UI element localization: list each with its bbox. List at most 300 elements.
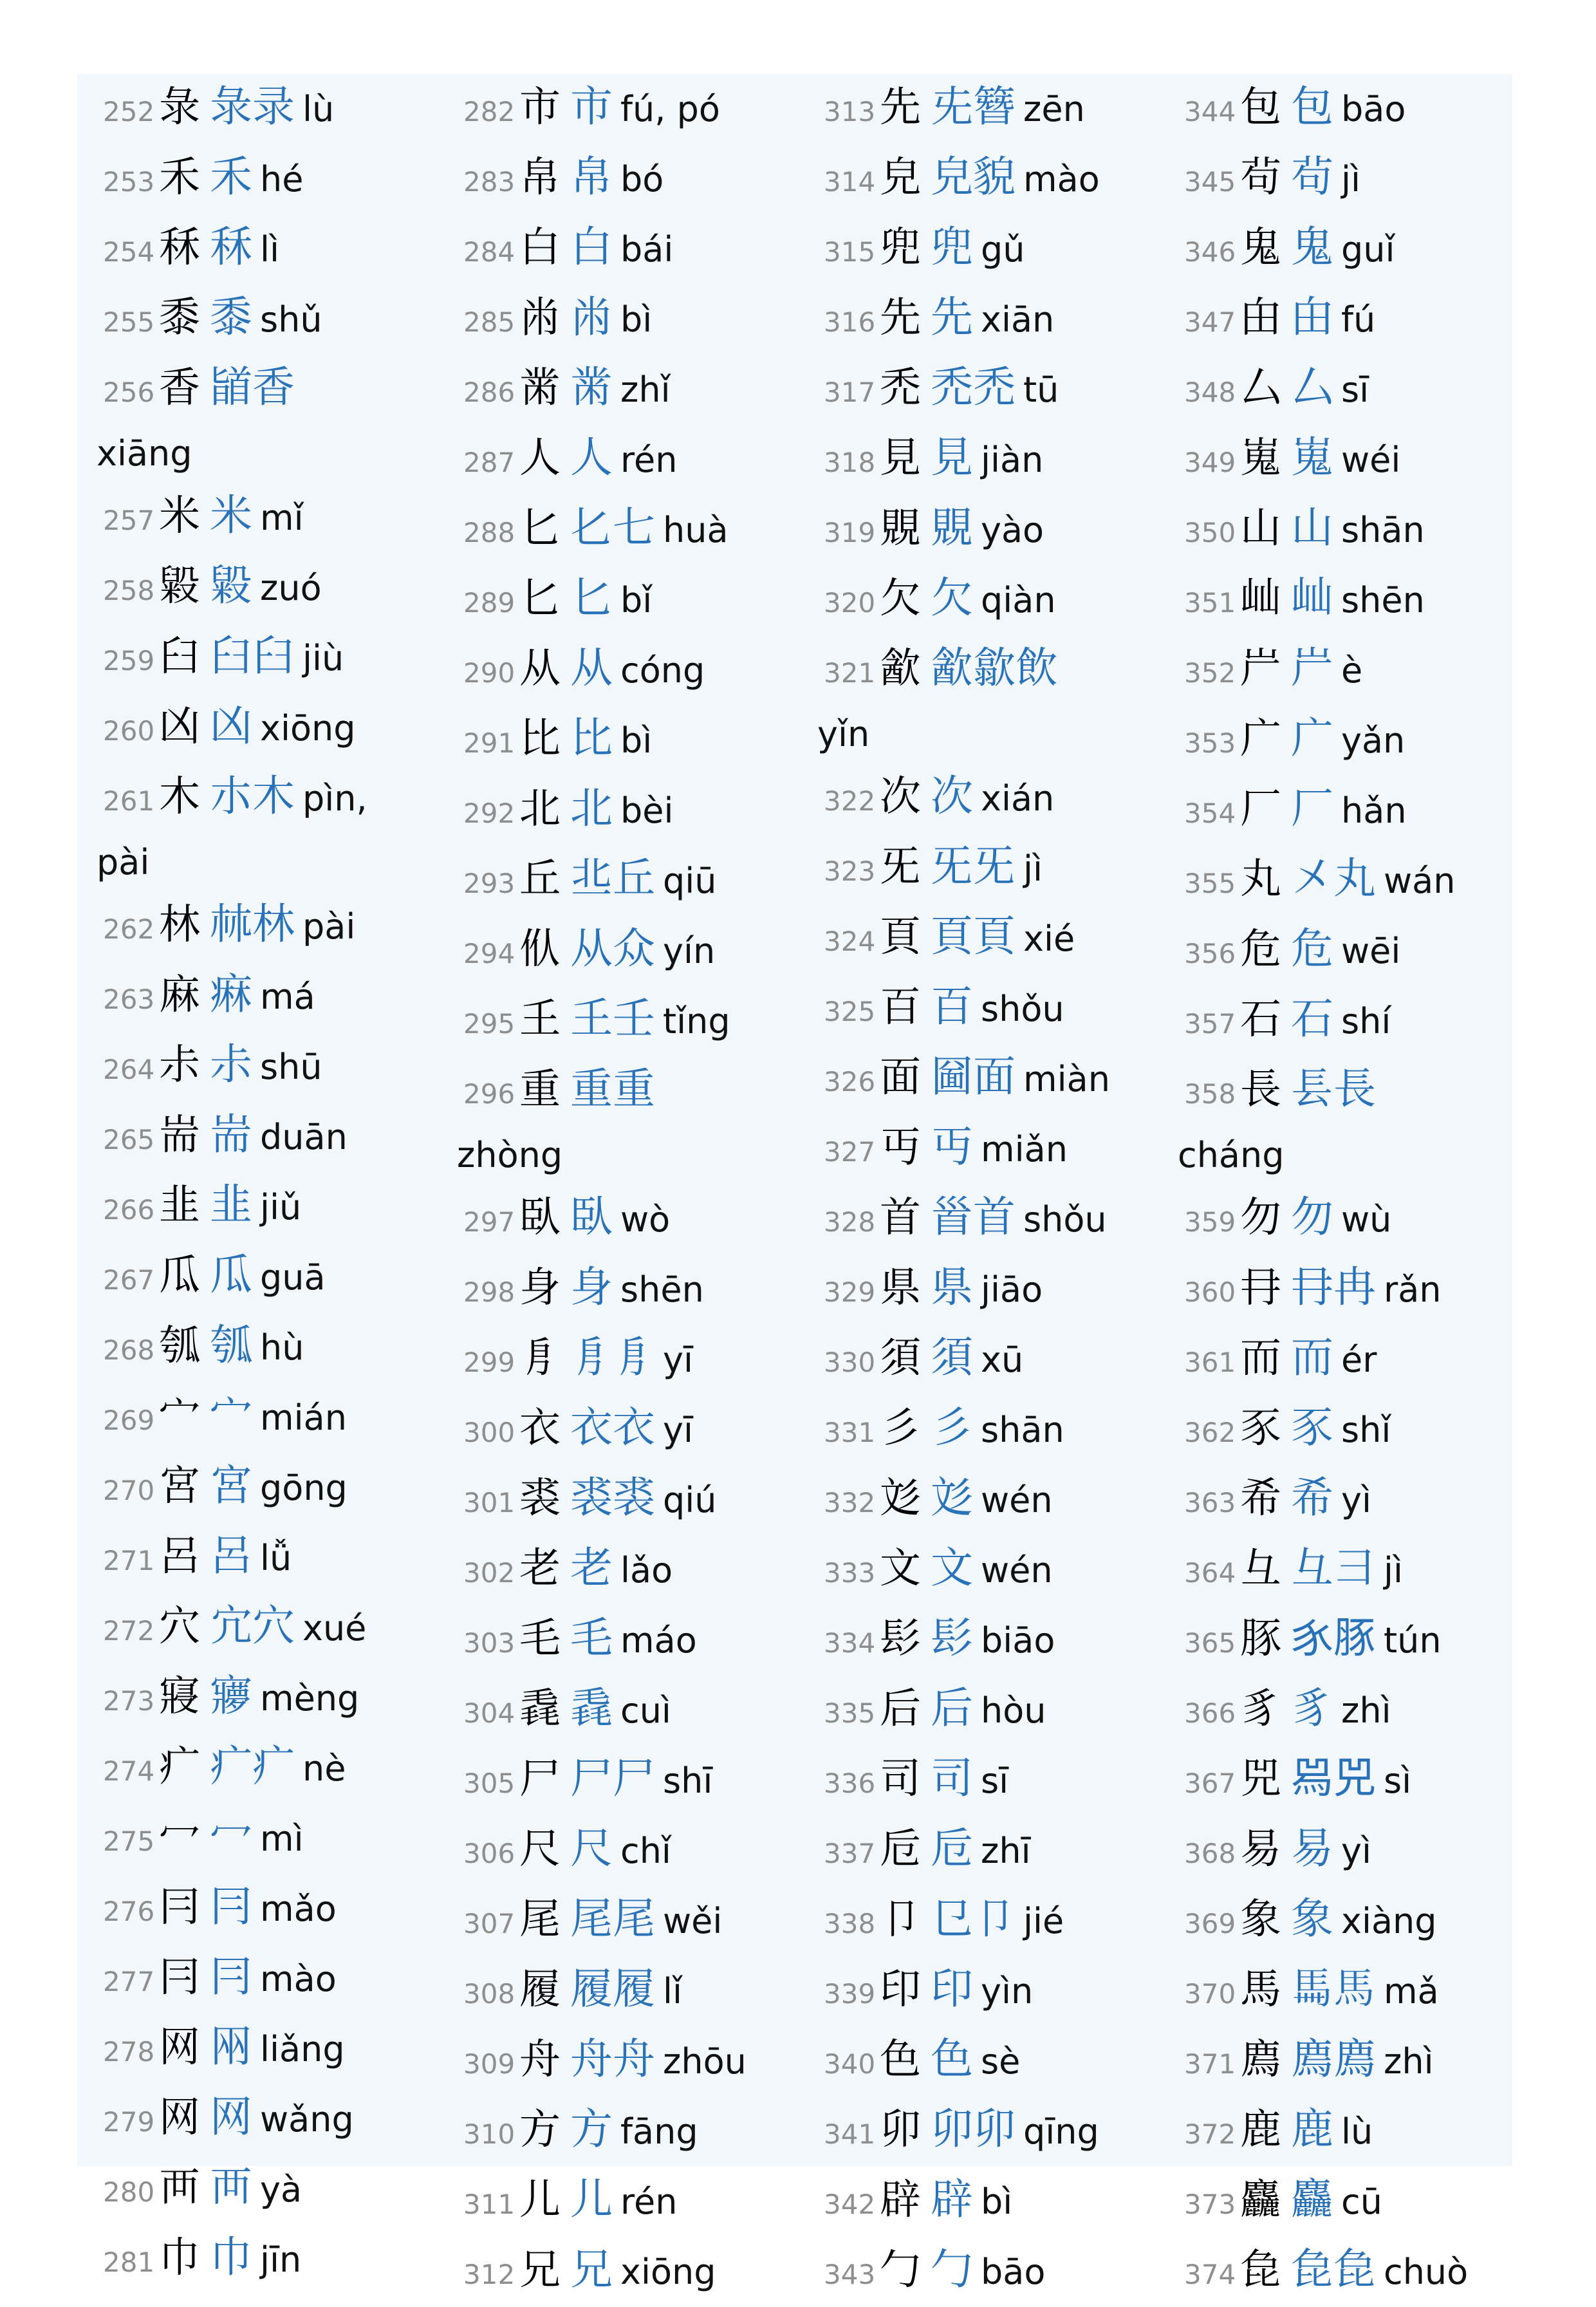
entry-number: 361 [1184,1347,1236,1378]
seal-glyph: 彔 [159,84,200,131]
seal-glyph: 寢 [159,1673,200,1721]
modern-form: 臼臼 [210,631,295,680]
seal-glyph: 廌 [1240,2036,1281,2084]
pinyin: shī [663,1761,713,1801]
pinyin: mǎ [1384,1971,1439,2012]
pinyin: mào [1023,159,1100,200]
seal-glyph: 嵬 [1240,434,1281,482]
entry-number: 345 [1184,166,1236,198]
entry-number: 298 [463,1276,515,1308]
modern-form: 禿禿 [931,362,1016,412]
entry-326 [824,1044,1110,1114]
entry-number: 289 [463,587,515,619]
entry-number: 357 [1184,1008,1236,1040]
seal-glyph: 毇 [159,563,200,610]
entry-322 [824,763,1110,834]
seal-glyph: 𡈼 [519,996,561,1043]
entry-number: 353 [1184,727,1236,759]
pinyin: zhǐ [620,369,671,410]
entry-298 [463,1255,747,1325]
pinyin: shǒu [981,989,1064,1029]
entry-number: 258 [103,575,155,606]
seal-glyph: 北 [519,785,561,833]
modern-form: 卯卯 [931,2104,1016,2154]
modern-form: 㐆㐆 [570,1332,655,1382]
pinyin: xiān [981,299,1055,340]
pinyin: ér [1341,1340,1377,1380]
seal-glyph: 先 [880,84,921,131]
pinyin: mián [260,1397,347,1438]
seal-glyph: 尺 [519,1826,561,1873]
pinyin: mì [260,1818,304,1859]
modern-form: 冃 [210,1952,252,2001]
modern-form: 人 [570,433,613,482]
pinyin: gǔ [981,229,1025,270]
entry-number: 252 [103,96,155,127]
seal-glyph: 尸 [519,1755,561,1803]
pinyin: gōng [260,1468,348,1508]
entry-334 [824,1605,1110,1676]
pinyin: bì [981,2181,1013,2222]
entry-number: 259 [103,645,155,677]
pinyin: lǚ [260,1538,292,1578]
entry-282 [463,74,747,144]
entry-291 [463,705,747,776]
seal-glyph: 屾 [1240,575,1281,622]
seal-glyph: 凶 [159,703,200,751]
seal-glyph: 冃 [159,1883,200,1931]
pinyin: pài [302,906,356,947]
modern-form: 耑 [210,1110,252,1159]
seal-glyph: 木 [159,773,200,821]
pinyin: hǎn [1341,790,1407,831]
modern-form: 冄冉 [1291,1262,1376,1312]
entry-300 [463,1395,747,1465]
pinyin: hé [260,159,304,200]
pinyin: guā [260,1257,326,1298]
pinyin: shēn [620,1269,704,1310]
modern-form: 甶 [1291,292,1333,342]
pinyin: jiāo [981,1269,1043,1310]
entry-number: 302 [463,1557,515,1589]
entry-272 [103,1593,367,1663]
entry-number: 338 [824,1908,876,1939]
modern-form: 屵 [1291,643,1333,693]
modern-form: 髟 [931,1613,973,1663]
pinyin: cuì [620,1690,671,1731]
modern-form: 彔录 [210,82,295,131]
pinyin: cū [1341,2181,1382,2222]
entry-338 [824,1886,1110,1956]
entry-268 [103,1312,367,1383]
seal-glyph: 屵 [1240,645,1281,693]
entry-number: 358 [1184,1078,1236,1110]
entry-number: 340 [824,2048,876,2080]
pinyin: qiàn [981,580,1056,621]
pinyin: jiù [302,638,344,678]
modern-form: 黍 [210,292,252,342]
pinyin: wán [1384,861,1456,901]
pinyin: sè [981,2041,1021,2082]
entry-number: 309 [463,2048,515,2080]
pinyin: shēn [1341,580,1425,621]
seal-glyph: 瓜 [159,1252,200,1300]
seal-glyph: 禿 [880,364,921,412]
entry-277 [103,1944,367,2014]
entry-337 [824,1816,1110,1886]
entry-number: 288 [463,517,515,548]
seal-glyph: 㲋 [1240,2246,1281,2294]
entry-number: 311 [463,2189,515,2220]
entry-number: 316 [824,306,876,338]
seal-glyph: 豚 [1240,1615,1281,1663]
modern-form: 県 [931,1262,973,1312]
modern-form: 見 [931,433,973,482]
entry-number: 315 [824,236,876,268]
seal-glyph: 帛 [519,154,561,201]
entry-323 [824,834,1110,904]
modern-form: 后 [931,1683,973,1733]
pinyin: rén [620,2181,678,2222]
entry-335 [824,1676,1110,1746]
entry-275 [103,1804,367,1874]
seal-glyph: 石 [1240,996,1281,1043]
entry-278 [103,2014,367,2084]
modern-form: 先 [931,292,973,342]
entry-number: 297 [463,1206,515,1238]
entry-number: 286 [463,377,515,408]
seal-glyph: 宮 [159,1462,200,1510]
seal-glyph: 丘 [519,855,561,903]
seal-glyph: 兄 [519,2246,561,2294]
seal-glyph: 㐺 [519,926,561,973]
entry-307 [463,1886,747,1956]
seal-glyph: 㐆 [519,1334,561,1382]
entry-284 [463,214,747,285]
entry-347 [1184,285,1468,355]
modern-form: 黹 [570,362,613,412]
entry-number: 285 [463,306,515,338]
modern-form: 方 [570,2104,613,2154]
seal-glyph: 身 [519,1264,561,1312]
seal-glyph: 易 [1240,1826,1281,1873]
modern-form: 危 [1291,924,1333,973]
modern-form: 包 [1291,82,1333,131]
pinyin: shū [260,1047,322,1087]
entry-368 [1184,1816,1468,1886]
entry-number: 366 [1184,1697,1236,1729]
seal-glyph: 首 [880,1194,921,1242]
seal-glyph: 而 [1240,1334,1281,1382]
pinyin: zuó [260,568,322,608]
pinyin: xié [1023,919,1075,959]
entry-number: 330 [824,1347,876,1378]
entry-321 [817,635,1110,763]
seal-glyph: 耑 [159,1112,200,1159]
modern-form: 帛 [570,152,613,201]
seal-glyph: 臥 [519,1194,561,1242]
seal-glyph: 白 [519,224,561,272]
modern-form: 裘裘 [570,1473,655,1522]
seal-glyph: 厂 [1240,785,1281,833]
entry-316 [824,285,1110,355]
modern-form: 彡 [931,1403,973,1452]
pinyin: guǐ [1341,229,1395,270]
seal-glyph: 覞 [880,505,921,552]
entry-296 [457,1056,747,1184]
entry-319 [824,495,1110,565]
pinyin: tǐng [663,1001,730,1041]
modern-form: 北 [570,783,613,833]
entry-number: 262 [103,913,155,945]
pinyin: lù [302,89,335,129]
pinyin: wěi [663,1901,723,1941]
entry-number: 278 [103,2036,155,2068]
seal-glyph: 鬼 [1240,224,1281,272]
pinyin: bāo [1341,89,1406,129]
modern-form: 宂穴 [210,1601,295,1650]
modern-form: 身 [570,1262,613,1312]
pinyin: yī [663,1410,693,1450]
entry-362 [1184,1395,1468,1465]
entry-number: 313 [824,96,876,127]
pinyin: má [260,976,315,1017]
modern-form: 鹿 [1291,2104,1333,2154]
modern-form: 厶 [1291,362,1333,412]
pinyin: zhī [981,1831,1031,1871]
entry-number: 312 [463,2259,515,2290]
seal-glyph: 皃 [880,154,921,201]
entry-number: 367 [1184,1768,1236,1799]
entry-357 [1184,986,1468,1056]
entry-258 [103,553,367,623]
entry-364 [1184,1535,1468,1605]
entry-320 [824,565,1110,635]
pinyin: yī [663,1340,693,1380]
entry-279 [103,2084,367,2154]
seal-glyph: 百 [880,984,921,1031]
pinyin: yín [663,931,716,971]
seal-glyph: 印 [880,1966,921,2013]
modern-form: 㒳 [210,2022,252,2071]
entry-number: 332 [824,1487,876,1518]
modern-form: 𡈼壬 [570,994,655,1043]
entry-355 [1184,846,1468,916]
entry-number: 363 [1184,1487,1236,1518]
pinyin: zhì [1384,2041,1434,2082]
pinyin: jì [1384,1550,1404,1591]
seal-glyph: 重 [519,1066,561,1114]
modern-form: 㔾卩 [931,1894,1016,1943]
entry-number: 274 [103,1755,155,1787]
pinyin: jīn [260,2239,302,2280]
modern-form: 履履 [570,1964,655,2013]
seal-glyph: 衣 [519,1405,561,1452]
pinyin: miǎn [981,1129,1068,1170]
seal-glyph: 先 [880,294,921,342]
entry-number: 369 [1184,1908,1236,1939]
seal-glyph: 禾 [159,154,200,201]
entry-number: 336 [824,1768,876,1799]
entry-number: 261 [103,785,155,817]
entry-311 [463,2167,747,2237]
entry-number: 346 [1184,236,1236,268]
pinyin: mǐ [260,498,304,538]
entry-329 [824,1255,1110,1325]
entry-number: 314 [824,166,876,198]
entry-number: 276 [103,1896,155,1927]
seal-glyph: 髟 [880,1615,921,1663]
seal-glyph: 欠 [880,575,921,622]
pinyin: hòu [981,1690,1046,1731]
modern-form: 从 [570,643,613,693]
pinyin: máo [620,1620,697,1661]
seal-glyph: 疒 [159,1743,200,1791]
entry-295 [463,986,747,1056]
entry-number: 266 [103,1194,155,1226]
entry-number: 371 [1184,2048,1236,2080]
entry-274 [103,1733,367,1804]
entry-308 [463,1956,747,2026]
modern-form: 尗 [210,1040,252,1089]
seal-glyph: 豸 [1240,1685,1281,1733]
entry-number: 341 [824,2118,876,2150]
seal-glyph: 黍 [159,294,200,342]
seal-glyph: 麤 [1240,2176,1281,2224]
entry-361 [1184,1325,1468,1395]
entry-number: 292 [463,798,515,829]
modern-form: 頁頁 [931,911,1016,961]
modern-form: 襾 [210,2162,252,2212]
entry-number: 325 [824,996,876,1027]
entry-289 [463,565,747,635]
entry-315 [824,214,1110,285]
entry-349 [1184,425,1468,495]
seal-glyph: 頁 [880,913,921,961]
entry-317 [824,355,1110,425]
entry-number: 362 [1184,1417,1236,1448]
seal-glyph: 面 [880,1054,921,1101]
seal-glyph: 匕 [519,575,561,622]
entry-number: 319 [824,517,876,548]
entry-363 [1184,1465,1468,1535]
entry-353 [1184,705,1468,776]
pinyin: huà [663,510,728,550]
modern-form: 丏 [931,1122,973,1172]
entry-number: 347 [1184,306,1236,338]
seal-glyph: 長 [1240,1066,1281,1114]
column-4 [1178,74,1469,2307]
entry-260 [103,693,367,763]
pinyin: jì [1341,159,1361,200]
pinyin: rǎn [1384,1269,1442,1310]
entry-299 [463,1325,747,1395]
entry-number: 337 [824,1838,876,1869]
seal-glyph: 比 [519,715,561,763]
pinyin: qiú [663,1480,717,1520]
modern-form: 欠 [931,573,973,622]
seal-glyph: 須 [880,1334,921,1382]
entry-number: 310 [463,2118,515,2150]
pinyin: wò [620,1199,671,1240]
entry-294 [463,916,747,986]
entry-305 [463,1746,747,1816]
entry-290 [463,635,747,705]
pinyin: zhōu [663,2041,747,2082]
entry-276 [103,1874,367,1944]
character-table [77,74,1512,2294]
modern-form: 彑彐 [1291,1543,1376,1592]
entry-number: 370 [1184,1978,1236,2010]
entry-number: 301 [463,1487,515,1518]
column-1 [97,74,367,2295]
entry-262 [103,892,367,962]
seal-glyph: 人 [519,434,561,482]
modern-form: 圙面 [931,1052,1016,1101]
entry-number: 328 [824,1206,876,1238]
entry-256 [97,355,367,483]
entry-313 [824,74,1110,144]
modern-form: 麤 [1291,2174,1333,2224]
pinyin: rén [620,440,678,480]
modern-form: 宮 [210,1461,252,1510]
pinyin: shān [981,1410,1064,1450]
modern-form: 色 [931,2034,973,2084]
seal-glyph: 希 [1240,1475,1281,1522]
modern-form: 从众 [570,924,655,973]
seal-glyph: 秝 [159,224,200,272]
entry-309 [463,2026,747,2097]
pinyin: tū [1023,369,1059,410]
pinyin: miàn [1023,1059,1110,1099]
modern-form: 勿 [1291,1192,1333,1242]
seal-glyph: 甶 [1240,294,1281,342]
modern-form: 次 [931,771,973,821]
modern-form: 兜 [931,222,973,272]
seal-glyph: 兕 [1240,1755,1281,1803]
entry-269 [103,1383,367,1453]
entry-325 [824,974,1110,1044]
entry-number: 344 [1184,96,1236,127]
seal-glyph: 彑 [1240,1545,1281,1592]
modern-form: 豕 [1291,1403,1333,1452]
entry-number: 273 [103,1685,155,1717]
pinyin: xué [302,1608,367,1649]
entry-310 [463,2097,747,2167]
pinyin: xū [981,1340,1024,1380]
seal-glyph: 林 [159,901,200,949]
seal-glyph: 色 [880,2036,921,2084]
pinyin: pìn, [302,778,367,819]
entry-366 [1184,1676,1468,1746]
seal-glyph: 㡀 [519,294,561,342]
modern-form: 㲋㲋 [1291,2245,1376,2294]
modern-form: 文 [931,1543,973,1592]
pinyin: xiōng [260,708,356,749]
entry-257 [103,483,367,553]
seal-glyph: 旡 [880,843,921,891]
entry-number: 279 [103,2106,155,2138]
seal-glyph: 㱃 [880,645,921,693]
entry-number: 303 [463,1627,515,1659]
pinyin: lù [1341,2111,1373,2152]
entry-number: 322 [824,785,876,817]
entry-number: 287 [463,447,515,478]
entry-number: 299 [463,1347,515,1378]
seal-glyph: 危 [1240,926,1281,973]
entry-number: 282 [463,96,515,127]
modern-form: 秝 [210,222,252,272]
